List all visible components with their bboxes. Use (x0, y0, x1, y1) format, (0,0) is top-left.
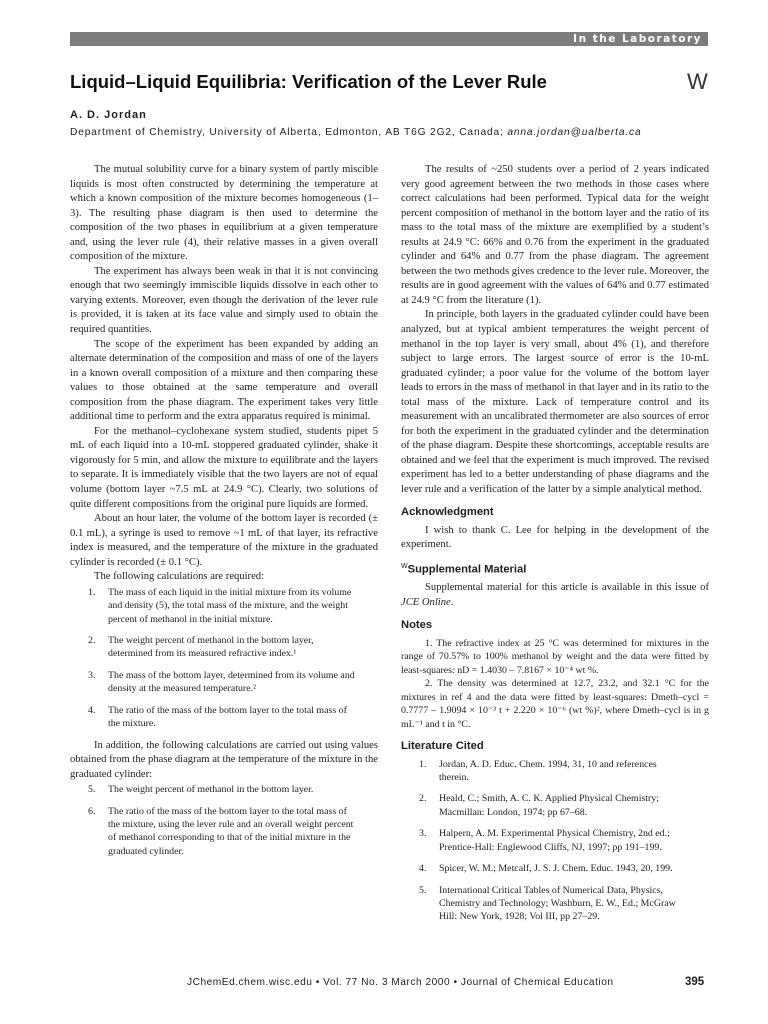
reference-text: International Critical Tables of Numerical Data, Physics, Chemistry and Technology; Washburn, E. W., Ed.; McGraw Hill: New York, 1928; Vol III, pp 27–29. (439, 884, 676, 923)
supplemental-text (401, 581, 709, 610)
right-column (401, 163, 709, 932)
reference-text: Heald, C.; Smith, A. C. K. Applied Physical Chemistry; Macmillan: London, 1974; pp 67–68. (439, 793, 659, 818)
reference-item (401, 758, 709, 785)
reference-text: Halpern, A. M. Experimental Physical Chemistry, 2nd ed.; Prentice-Hall: Englewood Cliffs, NJ, 1997; pp 191–199. (439, 828, 670, 853)
reference-item (401, 827, 709, 854)
reference-number: 5. (419, 884, 427, 896)
jce-online-link[interactable]: JCE Online (401, 596, 451, 608)
list-item (70, 805, 378, 859)
body-paragraph: The scope of the experiment has been expanded by adding an alternate determination of the composition and mass of one of the layers in a known overall composition of a mixture and then comparing these values to those obtained at the same temperature and overall composition from the phase diagram. The experiment takes very little additional time to perform and the extra apparatus required is minimal. (70, 338, 378, 423)
list-text: The ratio of the mass of the bottom layer to the total mass of the mixture. (108, 704, 347, 730)
web-supplement-mark: W (687, 69, 708, 94)
notes-heading: Notes (401, 618, 433, 631)
supplemental-text-c: . (450, 596, 454, 608)
supplemental-heading-text: Supplemental Material (407, 563, 527, 576)
body-paragraph: For the methanol–cyclohexane system studied, students pipet 5 mL of each liquid into a 10-mL stoppered graduated cylinder, shake it vigorously for 5 min, and allow the mixture to equilibrate and the layers to separate. It is immediately visible that the two layers are not of equal volume (bottom layer ~7.5 mL at 24.9 °C). Clearly, two solutions of quite different compositions from the original pure liquids are formed. (70, 425, 378, 510)
body-paragraph: The results of ~250 students over a period of 2 years indicated very good agreement between the two methods in those cases where correct calculations had been performed. Typical data for the weight percent composition of methanol in the bottom layer and the ratio of its mass to the total mass of the mixture are exemplified by a student’s results at 24.9 °C: 66% and 0.76 from the experiment in the graduated cylinder and 64% and 0.77 from the phase diagram. The agreement between the two methods gives credence to the lever rule. Moreover, the results are in good agreement with the values of 64% and 0.77 estimated at 24.9 °C from the literature (1). (401, 164, 709, 306)
literature-heading: Literature Cited (401, 739, 484, 752)
list-item (70, 783, 378, 796)
supplemental-heading (401, 560, 709, 577)
author-affiliation (70, 127, 642, 138)
list-item (70, 634, 378, 661)
page-footer: JChemEd.chem.wisc.edu • Vol. 77 No. 3 March 2000 • Journal of Chemical Education (187, 977, 614, 988)
body-paragraph: In principle, both layers in the graduated cylinder could have been analyzed, but at typical ambient temperatures the weight percent of methanol in the top layer is very small, about 4% (1), and therefore subject to large errors. The largest source of error is the 10-mL graduated cylinder; a poor value for the volume of the bottom layer leads to errors in the mass of methanol in that layer and in its ratio to the total mass of the mixture. Lack of temperature control and its measurement with an uncalibrated thermometer are also sources of error for both the experiment in the graduated cylinder and the determination of the phase diagram. Despite these shortcomings, acceptable results are obtained and we feel that the experiment is much improved. The revised experiment has led to a better understanding of phase diagrams and the lever rule and a verification of the latter by a simple analytical method. (401, 309, 709, 496)
notes-section (401, 637, 709, 732)
list-item (70, 704, 378, 731)
body-paragraph: The mutual solubility curve for a binary system of partly miscible liquids is most often constructed by determining the temperature at which a known composition of the mixture becomes homogeneous (1–3). The resulting phase diagram is then used to determine the composition of the two phases in equilibrium at a given temperature and, using the lever rule (4), their relative masses in a given overall composition of the mixture. (70, 164, 378, 263)
reference-number: 2. (419, 793, 427, 805)
note-item: 2. The density was determined at 12.7, 23.2, and 32.1 °C for the mixtures in ref 4 and the data were fitted by least-squares: Dmeth–cycl = 0.7777 – 1.9094 × 10⁻³ t + 2.220 × 10⁻⁶ (wt %)², where Dmeth–cycl is in g mL⁻¹ and t in °C. (401, 678, 709, 731)
acknowledgment-text: I wish to thank C. Lee for helping in the development of the experiment. (401, 524, 709, 551)
reference-number: 1. (419, 758, 427, 770)
reference-item (401, 862, 709, 875)
list-number: 5. (88, 784, 96, 796)
body-paragraph: In addition, the following calculations are carried out using values obtained from the phase diagram at the temperature of the mixture in the graduated cylinder: (70, 739, 378, 780)
body-paragraph: The following calculations are required: (94, 571, 265, 583)
body-paragraph: The experiment has always been weak in that it is not convincing enough that two seemingly immiscible liquids dissolve in each other to varying extents. Moreover, even though the derivation of the lever rule is provided, it is taken at its face value and simply used to obtain the required quantities. (70, 265, 378, 336)
list-item (70, 586, 378, 626)
list-item (70, 669, 378, 696)
body-paragraph: About an hour later, the volume of the bottom layer is recorded (± 0.1 mL), a syringe is used to remove ~1 mL of that layer, its refractive index is measured, and the temperature of the mixture in the graduated cylinder is recorded (± 0.1 °C). (70, 513, 378, 568)
list-text: The weight percent of methanol in the bottom layer. (108, 784, 314, 796)
reference-number: 3. (419, 828, 427, 840)
article-author: A. D. Jordan (70, 109, 147, 121)
affiliation-text: Department of Chemistry, University of Alberta, Edmonton, AB T6G 2G2, Canada; (70, 127, 508, 138)
author-email-link[interactable]: anna.jordan@ualberta.ca (507, 127, 642, 138)
list-number: 1. (88, 586, 96, 598)
list-number: 3. (88, 669, 96, 681)
list-number: 4. (88, 704, 96, 716)
list-number: 6. (88, 805, 96, 817)
reference-list (401, 758, 709, 924)
reference-item (401, 792, 709, 819)
section-label: In the Laboratory (573, 33, 702, 45)
note-item: 1. The refractive index at 25 °C was determined for mixtures in the range of 70.57% to 100% methanol by weight and the data were fitted by least-squares: nD = 1.4030 – 7.8167 × 10⁻⁴ wt %. (401, 637, 709, 676)
supplemental-text-a: Supplemental material for this article is available in this issue of (425, 582, 709, 594)
list-text: The mass of the bottom layer, determined from its volume and density at the measured temperature.² (108, 669, 355, 695)
left-column (70, 163, 378, 866)
acknowledgment-heading: Acknowledgment (401, 505, 494, 518)
reference-number: 4. (419, 863, 427, 875)
calculation-list (70, 586, 378, 731)
list-text: The mass of each liquid in the initial mixture from its volume and density (5), the total mass of the mixture, and the weight percent of methanol in the initial mixture. (108, 586, 352, 625)
section-header-bar (70, 32, 708, 46)
reference-item (401, 884, 709, 924)
list-text: The ratio of the mass of the bottom layer to the total mass of the mixture, using the lever rule and an overall weight percent of methanol corresponding to that of the initial mixture in the graduated cylinder. (108, 805, 354, 857)
reference-text: Spicer, W. M.; Metcalf, J. S. J. Chem. Educ. 1943, 20, 199. (439, 863, 673, 875)
list-number: 2. (88, 635, 96, 647)
list-text: The weight percent of methanol in the bottom layer, determined from its measured refractive index.¹ (108, 635, 314, 660)
web-supplement-mark: W (401, 562, 408, 570)
calculation-list (70, 783, 378, 858)
page-number: 395 (685, 976, 705, 988)
article-title: Liquid–Liquid Equilibria: Verification of the Lever Rule (70, 71, 547, 92)
reference-text: Jordan, A. D. Educ. Chem. 1994, 31, 10 and references therein. (439, 758, 657, 784)
